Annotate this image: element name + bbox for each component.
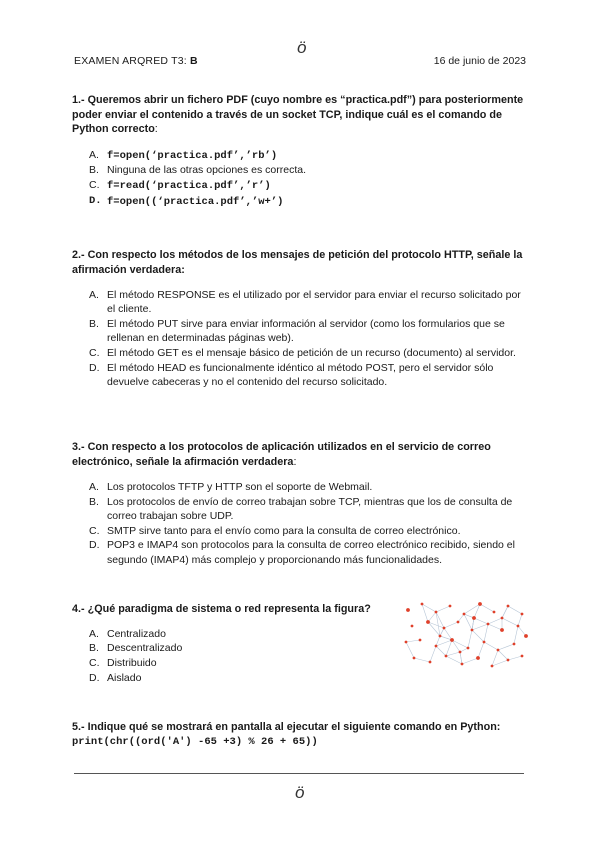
network-node: [450, 638, 454, 642]
network-edge: [498, 644, 514, 650]
network-edge: [472, 630, 484, 642]
network-edge: [444, 628, 452, 640]
option-text: El método PUT sirve para enviar información al servidor (como los formularios que se rellenan en determinadas páginas web).: [107, 317, 505, 345]
network-edge: [468, 630, 472, 648]
network-node: [471, 629, 474, 632]
network-node: [429, 661, 432, 664]
question-1-text: [72, 93, 530, 137]
option-letter: A.: [89, 627, 99, 640]
question-1: [72, 93, 530, 209]
question-3-statement: 3.- Con respecto a los protocolos de aplicación utilizados en el servicio de correo electrónico, señale la afirmación verdadera: [72, 441, 491, 468]
question-1-option-b[interactable]: [89, 163, 530, 177]
question-1-colon: :: [154, 123, 158, 135]
network-edge: [518, 626, 526, 636]
network-node: [483, 641, 486, 644]
option-text: Ninguna de las otras opciones es correcta.: [107, 164, 307, 177]
question-1-option-a[interactable]: [89, 148, 530, 163]
option-letter: A.: [89, 148, 99, 161]
network-nodes: [405, 602, 528, 667]
option-letter: B.: [89, 642, 99, 655]
network-node: [501, 617, 504, 620]
question-4: [72, 602, 392, 685]
option-text: f=read(‘practica.pdf’,’r’): [107, 179, 271, 192]
option-text: Aislado: [107, 671, 142, 684]
exam-date: 16 de junio de 2023: [433, 55, 526, 67]
network-edge: [462, 658, 478, 664]
question-4-text: 4.- ¿Qué paradigma de sistema o red representa la figura?: [72, 603, 371, 615]
option-letter: B.: [89, 495, 99, 508]
option-text: El método RESPONSE es el utilizado por el servidor para enviar el recurso solicitado por el cliente.: [107, 289, 521, 316]
option-text: Los protocolos de envío de correo trabajan sobre TCP, mientras que los de consulta de correo trabajan sobre UDP.: [107, 495, 513, 522]
question-3-colon: :: [293, 455, 297, 468]
header-logo-mark: ö: [297, 38, 307, 57]
option-letter: D.: [89, 194, 102, 207]
question-2: [72, 248, 530, 389]
network-node: [426, 620, 430, 624]
network-edge: [508, 656, 522, 660]
network-node: [487, 623, 490, 626]
network-node: [439, 635, 442, 638]
network-node: [521, 655, 524, 658]
question-2-text: 2.- Con respecto los métodos de los mensajes de petición del protocolo HTTP, señale la afirmación verdadera:: [72, 249, 523, 276]
network-node: [467, 647, 470, 650]
network-edge: [474, 618, 488, 624]
network-node: [524, 634, 528, 638]
question-3-options: [72, 480, 530, 567]
network-node: [419, 639, 422, 642]
option-letter: C.: [89, 656, 100, 669]
network-node: [507, 605, 510, 608]
question-5: [72, 720, 530, 748]
network-node: [493, 611, 496, 614]
network-edge: [484, 624, 488, 642]
network-node: [491, 665, 494, 668]
network-node: [521, 613, 524, 616]
question-4-option-c[interactable]: [89, 656, 392, 670]
question-3-option-c[interactable]: [89, 524, 530, 538]
network-node: [457, 621, 460, 624]
network-edge: [488, 624, 502, 630]
question-2-option-d[interactable]: [89, 361, 530, 389]
network-edge: [488, 618, 502, 624]
option-letter: A.: [89, 289, 99, 301]
option-letter: D.: [89, 539, 100, 552]
option-text: f=open(‘practica.pdf’,’rb’): [107, 149, 278, 162]
option-text: Descentralizado: [107, 642, 183, 655]
network-node: [445, 655, 448, 658]
option-text: Centralizado: [107, 627, 166, 640]
question-4-option-a[interactable]: [89, 627, 392, 641]
question-4-options: [72, 627, 392, 685]
network-edge: [492, 650, 498, 666]
question-3-option-b[interactable]: [89, 495, 530, 523]
option-text: POP3 e IMAP4 son protocolos para la consulta de correo electrónico recibido, siendo el segundo (IMAP4) más complejo y proporcionando más funcionalidades.: [107, 539, 515, 566]
network-edge: [406, 642, 414, 658]
network-edge: [502, 618, 518, 626]
option-letter: C.: [89, 524, 100, 537]
network-node: [459, 651, 462, 654]
network-edges: [406, 604, 526, 666]
network-edge: [446, 652, 460, 656]
network-node: [507, 659, 510, 662]
option-text: Distribuido: [107, 656, 157, 669]
network-node: [405, 641, 408, 644]
question-5-code: print(chr((ord('A') -65 +3) % 26 + 65)): [72, 735, 318, 748]
network-edge: [446, 640, 452, 656]
network-node: [513, 643, 516, 646]
network-edge: [428, 612, 436, 622]
network-node: [463, 613, 466, 616]
network-edge: [436, 646, 446, 656]
network-edge: [406, 640, 420, 642]
option-text: El método HEAD es funcionalmente idéntico al método POST, pero el servidor sólo devuelve cabeceras y no el contenido del recurso solicitado.: [107, 361, 494, 388]
network-node: [406, 608, 410, 612]
footer-divider: [74, 773, 524, 774]
option-letter: B.: [89, 164, 99, 177]
option-letter: A.: [89, 481, 99, 493]
exam-variant: B: [190, 55, 198, 67]
network-edge: [430, 646, 436, 662]
option-letter: D.: [89, 361, 100, 374]
question-1-options: [72, 148, 530, 209]
question-2-option-a[interactable]: [89, 288, 530, 316]
network-edge: [436, 640, 452, 646]
option-letter: C.: [89, 178, 100, 191]
network-edge: [446, 656, 462, 664]
network-node: [472, 616, 476, 620]
question-2-options: [72, 288, 530, 389]
option-letter: B.: [89, 317, 99, 330]
question-3: [72, 440, 530, 567]
option-text: SMTP sirve tanto para el envío como para la consulta de correo electrónico.: [107, 524, 461, 537]
network-node: [461, 663, 464, 666]
network-edge: [498, 650, 508, 660]
question-3-option-d[interactable]: [89, 538, 530, 566]
network-node: [449, 605, 452, 608]
question-1-option-c[interactable]: [89, 178, 530, 193]
question-2-option-c[interactable]: [89, 346, 530, 360]
network-node: [435, 611, 438, 614]
option-text: f=open((‘practica.pdf’,’w+’): [107, 195, 284, 208]
footer-logo-mark: ö: [295, 783, 305, 802]
question-3-option-a[interactable]: [89, 480, 530, 494]
network-edge: [502, 606, 508, 618]
network-edge: [518, 614, 522, 626]
network-node: [476, 656, 480, 660]
network-edge: [436, 606, 450, 612]
network-node: [517, 625, 520, 628]
network-edge: [492, 660, 508, 666]
option-letter: C.: [89, 346, 100, 359]
network-edge: [484, 642, 498, 650]
exam-title-text: EXAMEN ARQRED T3:: [74, 55, 187, 67]
network-edge: [444, 622, 458, 628]
question-1-option-d[interactable]: [89, 194, 530, 209]
option-letter: D.: [89, 671, 100, 684]
network-node: [435, 645, 438, 648]
network-edge: [480, 604, 494, 612]
network-node: [411, 625, 414, 628]
network-node: [413, 657, 416, 660]
option-text: Los protocolos TFTP y HTTP son el soporte de Webmail.: [107, 481, 373, 493]
network-graph-figure: [402, 600, 530, 670]
network-node: [478, 602, 482, 606]
option-text: El método GET es el mensaje básico de petición de un recurso (documento) al servidor.: [107, 346, 516, 359]
network-edge: [478, 642, 484, 658]
network-node: [443, 627, 446, 630]
question-3-text: [72, 440, 530, 469]
question-1-statement: 1.- Queremos abrir un fichero PDF (cuyo nombre es “practica.pdf”) para posteriormente poder enviar el contenido a través de un socket TCP, indique cuál es el comando de Python correcto: [72, 94, 524, 135]
question-2-option-b[interactable]: [89, 317, 530, 345]
network-node: [497, 649, 500, 652]
question-4-option-b[interactable]: [89, 641, 392, 655]
network-edge: [508, 606, 522, 614]
network-edge: [514, 626, 518, 644]
question-4-option-d[interactable]: [89, 671, 392, 685]
network-edge: [460, 652, 462, 664]
network-edge: [458, 614, 464, 622]
network-node: [421, 603, 424, 606]
exam-title: [74, 55, 198, 67]
network-edge: [472, 624, 488, 630]
network-edge: [414, 658, 430, 662]
question-5-text: 5.- Indique qué se mostrará en pantalla al ejecutar el siguiente comando en Python:: [72, 721, 501, 733]
network-node: [500, 628, 504, 632]
